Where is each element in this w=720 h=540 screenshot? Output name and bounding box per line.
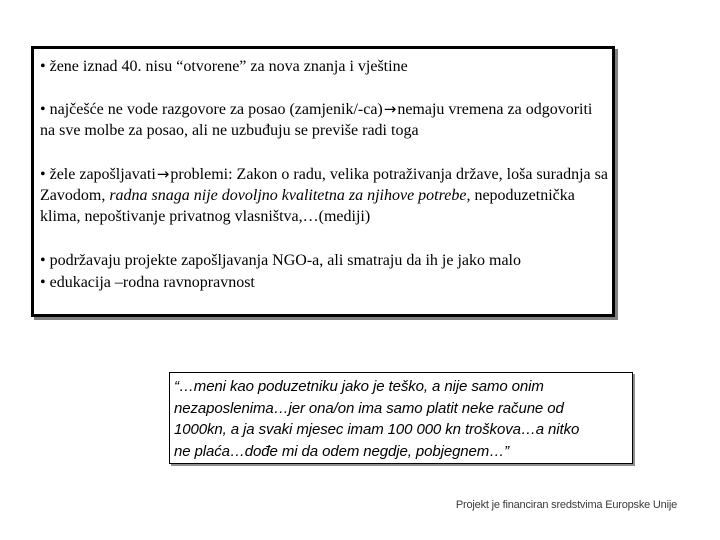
bullet-text: • najčešće ne vode razgovore za posao (zamjenik/-ca) <box>40 101 383 118</box>
quote-box <box>169 372 633 464</box>
bullet-text-end: nepoduzetnička klima, nepoštivanje privatnog vlasništva,…(mediji) <box>40 187 575 225</box>
bullet-women-over-40 <box>40 56 608 77</box>
quote-line-4: ne plaća…dođe mi da odem negdje, pobjegnem…” <box>174 442 509 460</box>
right-arrow-icon: → <box>383 100 397 118</box>
bullet-text: • žele zapošljavati <box>40 166 156 183</box>
quote-line-2: nezaposlenima…jer ona/on ima samo platit neke račune od <box>174 399 564 417</box>
footer-funding-note: Projekt je financiran sredstvima Europske Unije <box>455 499 677 511</box>
bullet-job-interviews <box>40 99 608 141</box>
main-content-box <box>31 46 615 317</box>
bullet-text-continued: problemi: Zakon o radu, velika potraživanja države, loša suradnja sa Zavodom, <box>40 166 608 204</box>
bullet-text-continued: nemaju vremena za odgovoriti na sve molbe za posao, ali ne uzbuđuju se previše radi toga <box>40 101 593 139</box>
bullet-ngo-projects <box>40 250 608 271</box>
bullet-text: • žene iznad 40. nisu “otvorene” za nova znanja i vještine <box>40 58 408 75</box>
bullet-want-to-employ <box>40 164 608 227</box>
right-arrow-icon: → <box>156 165 170 183</box>
bullet-text: • edukacija –rodna ravnopravnost <box>40 274 255 291</box>
bullet-education <box>40 272 608 293</box>
bullet-text: • podržavaju projekte zapošljavanja NGO-a, ali smatraju da ih je jako malo <box>40 252 521 269</box>
quote-line-3: 1000kn, a ja svaki mjesec imam 100 000 kn troškova…a nitko <box>174 421 580 438</box>
quote-line-1: “…meni kao poduzetniku jako je teško, a nije samo onim <box>174 378 544 395</box>
bullet-italic-text: radna snaga nije dovoljno kvalitetna za njihove potrebe, <box>109 187 471 204</box>
